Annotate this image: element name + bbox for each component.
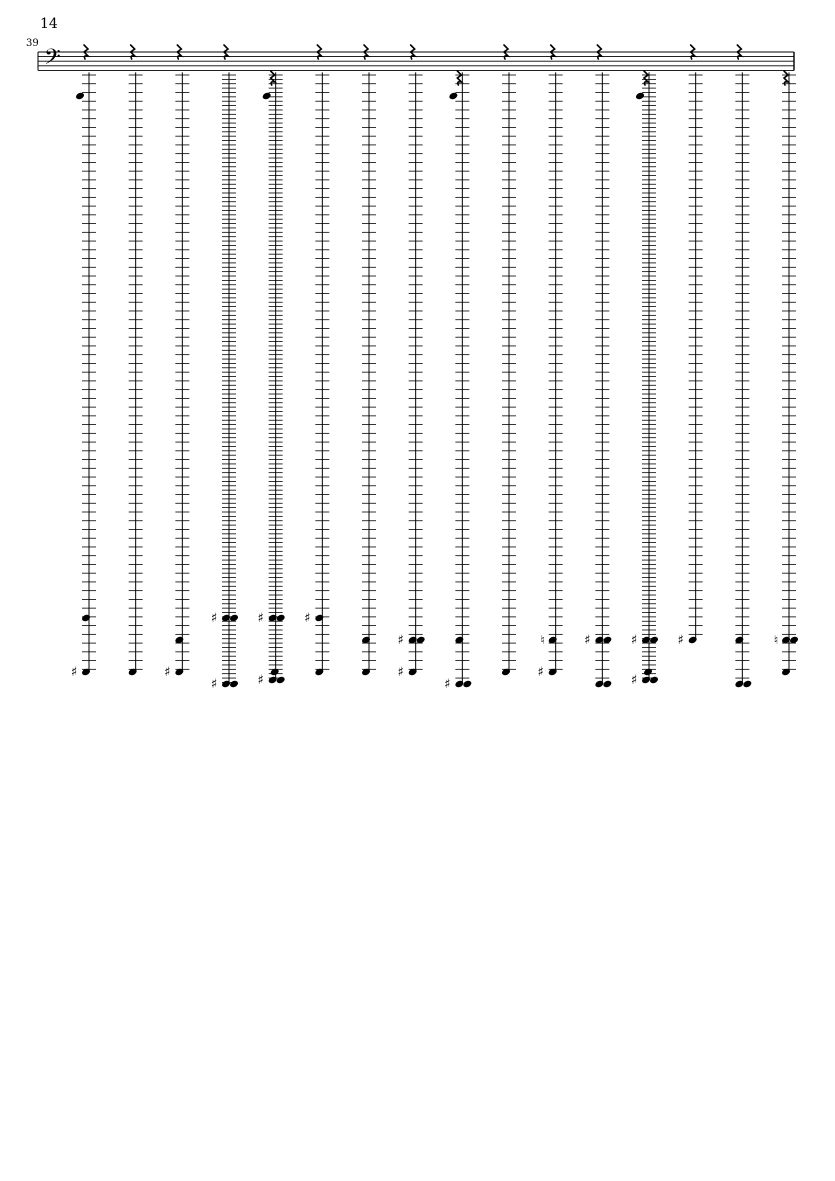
notehead [174, 668, 184, 677]
notehead [641, 676, 651, 685]
sharp-icon: ♯ [584, 633, 591, 648]
notehead [742, 680, 752, 689]
sharp-icon: ♯ [630, 673, 638, 688]
sharp-icon: ♯ [537, 665, 544, 680]
sharp-icon: ♯ [397, 665, 404, 680]
notehead [643, 668, 653, 677]
notehead [221, 680, 231, 689]
quarter-rest-icon [457, 71, 461, 85]
notehead [734, 680, 744, 689]
sharp-icon: ♯ [210, 611, 218, 626]
sharp-icon: ♯ [70, 665, 78, 680]
notehead [128, 668, 138, 677]
notehead [268, 676, 278, 685]
sharp-icon: ♯ [397, 633, 404, 648]
notehead [649, 676, 659, 685]
natural-icon: ♮ [540, 633, 545, 647]
quarter-rest-icon [644, 71, 648, 85]
notehead [81, 614, 91, 623]
natural-icon: ♮ [773, 633, 779, 647]
notehead [501, 668, 511, 677]
sharp-icon: ♯ [304, 611, 311, 626]
notehead [688, 636, 698, 645]
notehead [454, 680, 464, 689]
notehead [462, 680, 472, 689]
notehead [548, 668, 558, 677]
notehead [314, 668, 324, 677]
sharp-icon: ♯ [257, 673, 264, 688]
notehead [594, 680, 604, 689]
measure-number: 39 [26, 38, 39, 49]
sharp-icon: ♯ [444, 677, 451, 692]
quarter-rest-icon [271, 71, 275, 85]
notehead [81, 668, 91, 677]
sharp-icon: ♯ [164, 665, 171, 680]
sharp-icon: ♯ [677, 633, 684, 648]
notehead [314, 614, 324, 623]
notehead [361, 668, 371, 677]
quarter-rest-icon [784, 71, 788, 85]
sharp-icon: ♯ [257, 611, 264, 626]
notehead [229, 680, 239, 689]
sharp-icon: ♯ [210, 677, 218, 692]
sharp-icon: ♯ [630, 633, 638, 648]
notehead [602, 680, 612, 689]
notehead [270, 668, 280, 677]
page-number: 14 [40, 16, 58, 32]
notehead [408, 668, 418, 677]
bass-clef-icon: 𝄢 [44, 45, 61, 75]
notehead [781, 668, 791, 677]
notehead [276, 676, 286, 685]
